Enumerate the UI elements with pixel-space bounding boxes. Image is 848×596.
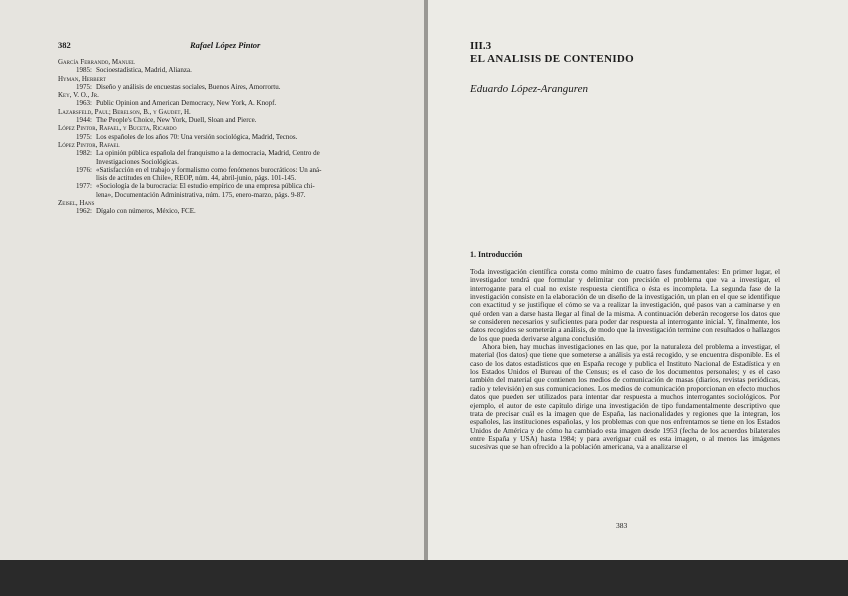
reference-text [96, 207, 408, 215]
reference-text [96, 166, 408, 183]
reference-line: «Satisfacción en el trabajo y formalismo como fenómenos burocráticos: Un aná- [96, 165, 322, 174]
reference-year: 1977: [76, 182, 92, 191]
reference-author: Hyman, Herbert [58, 74, 106, 83]
reference-line: Investigaciones Sociológicas. [96, 157, 179, 166]
reference-entry [58, 83, 408, 91]
reference-author: Zeisel, Hans [58, 199, 95, 208]
reference-author: López Pintor, Rafael, y Buceta, Ricardo [58, 124, 177, 133]
reference-entry [58, 166, 408, 183]
reference-year: 1982: [76, 149, 92, 158]
reference-line: lena», Documentación Administrativa, núm. 175, enero-marzo, págs. 9-87. [96, 190, 306, 199]
reference-line: Socioestadística, Madrid, Alianza. [96, 66, 192, 75]
reference-author: López Pintor, Rafael [58, 140, 120, 149]
left-page-number: 382 [58, 40, 71, 50]
reference-line: Los españoles de los años 70: Una versión sociológica, Madrid, Tecnos. [96, 132, 298, 141]
body-text [470, 268, 780, 452]
reference-entry [58, 66, 408, 74]
reference-year: 1944: [76, 116, 92, 125]
section-title: EL ANALISIS DE CONTENIDO [470, 53, 634, 65]
reference-line: Public Opinion and American Democracy, New York, A. Knopf. [96, 99, 277, 108]
reference-author: García Ferrando, Manuel [58, 58, 136, 66]
reference-line: The People's Choice, New York, Duell, Sloan and Pierce. [96, 116, 257, 125]
scan-bottom-edge [0, 560, 848, 596]
reference-text [96, 133, 408, 141]
chapter-author: Eduardo López-Aranguren [470, 83, 589, 95]
reference-entry [58, 99, 408, 107]
reference-text [96, 83, 408, 91]
reference-entry [58, 207, 408, 215]
right-page-number: 383 [616, 521, 628, 530]
reference-text [96, 182, 408, 199]
reference-list [58, 58, 408, 216]
reference-text [96, 99, 408, 107]
reference-year: 1976: [76, 165, 92, 174]
reference-year: 1985: [76, 66, 92, 75]
reference-year: 1962: [76, 207, 92, 216]
reference-line: «Sociología de la burocracia: El estudio empírico de una empresa pública chi- [96, 182, 315, 191]
reference-author: Key, V. O., Jr. [58, 91, 99, 100]
reference-year: 1963: [76, 99, 92, 108]
subsection-heading: 1. Introducción [470, 250, 523, 259]
reference-text [96, 149, 408, 166]
paragraph-1: Toda investigación científica consta como mínimo de cuatro fases fundamentales: En primer lugar, el investigador tendrá que formular y delimitar con precisión el problema que va a investigar, el interrogante para el cual no existe respuesta científica o ésta es incompleta. La segunda fase de la investigación consiste en la elaboración de un diseño de la investigación, un plan en el que se identifique con exactitud y se justifique el cómo se va a realizar la investigación, qué pasos van a caminarse y en qué orden van a darse hasta llegar al final de la misma. A continuación deberán recogerse los datos que se consideren necesarios y suficientes para poder dar respuesta al interrogante inicial. Y, finalmente, los datos recogidos se someterán a análisis, de modo que la investigación termine con resultados o hallazgos de los que pueda derivarse alguna conclusión. [470, 267, 780, 343]
paragraph-2: Ahora bien, hay muchas investigaciones en las que, por la naturaleza del problema a investigar, el material (los datos) que tiene que someterse a análisis ya está recogido, y se encuentra disponible. Es el caso de los datos estadísticos que en España recoge y publica el Instituto Nacional de Estadística y en los Estados Unidos el Bureau of the Census; es el caso de los documentos personales; y es el caso también del material que contienen los medios de comunicación de masas (diarios, revistas periódicas, radio y televisión) en sus comunicaciones. Los medios de comunicación proporcionan en efecto muchos datos que pueden ser utilizados para intentar dar respuesta a muchos interrogantes sociológicos. Por ejemplo, el autor de este capítulo dirige una investigación de tipo fundamentalmente descriptivo que trata de precisar cuál es la imagen que de España, las nacionalidades y regiones que la integran, los españoles, las instituciones españolas, y los problemas con que nos enfrentamos se tiene en los Estados Unidos de América y de cómo ha cambiado esta imagen desde 1953 (fecha de los acuerdos bilaterales entre España y USA) hasta 1984; y para averiguar cuál es esta imagen, o al menos las imágenes sucesivas que se han ofrecido a la población americana, va a analizarse el [470, 342, 780, 452]
reference-text [96, 116, 408, 124]
reference-entry [58, 149, 408, 166]
section-number: III.3 [470, 40, 492, 52]
reference-line: lisis de actitudes en Chile», REOP, núm. 44, abril-junio, págs. 101-145. [96, 174, 297, 183]
left-running-title: Rafael López Pintor [190, 40, 261, 50]
reference-year: 1975: [76, 132, 92, 141]
reference-year: 1975: [76, 82, 92, 91]
reference-author: Lazarsfeld, Paul; Berelson, B., y Gaudet, H. [58, 107, 191, 116]
reference-text [96, 66, 408, 74]
reference-line: Dígalo con números, México, FCE. [96, 207, 196, 216]
reference-entry [58, 133, 408, 141]
reference-entry [58, 182, 408, 199]
reference-line: La opinión pública española del franquismo a la democracia, Madrid, Centro de [96, 149, 320, 158]
reference-line: Diseño y análisis de encuestas sociales, Buenos Aires, Amorrortu. [96, 82, 281, 91]
reference-entry [58, 116, 408, 124]
